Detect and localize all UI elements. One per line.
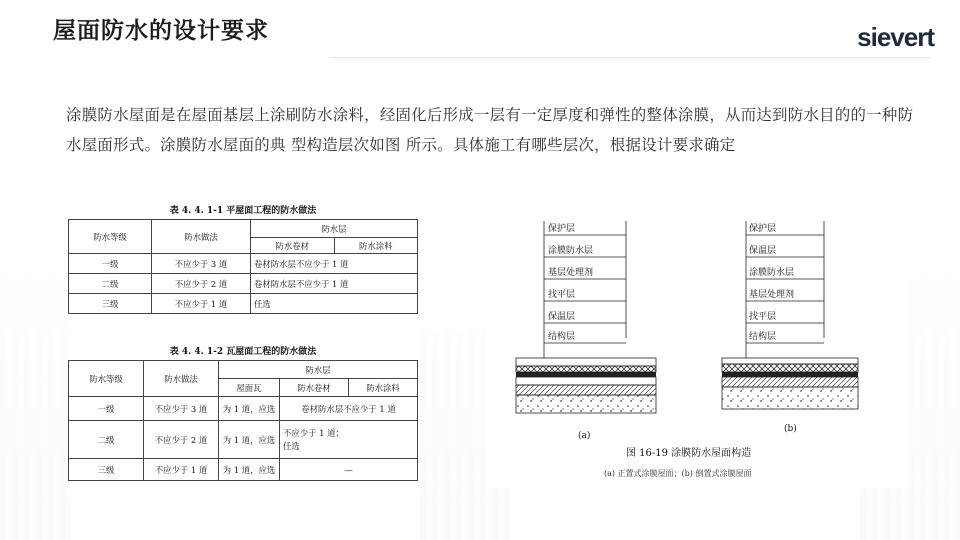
table-caption: 表 4. 4. 1-1 平屋面工程的防水做法 [169,206,317,216]
header-grade: 防水等级 [69,361,144,397]
sievert-logo: sievert [857,22,934,52]
table-row: 一级 不应少于 3 道 卷材防水层不应少于 1 道 [69,254,418,274]
header-membrane: 防水卷材 [251,238,335,254]
table-tile-roof [66,344,420,496]
header-coating: 防水涂料 [349,379,418,397]
table-row: 三级 不应少于 1 道 为 1 道，应选 — [69,459,418,481]
label-a: (a) [578,431,591,441]
title-divider [330,57,930,58]
layer-label: 保护层 [749,224,777,234]
table-row: 二级 不应少于 2 道 为 1 道，应选 不应少于 1 道； 任选 [69,421,418,459]
figure-drawing [486,213,910,488]
layer-label: 找平层 [548,290,576,300]
header-layer: 防水层 [219,361,418,379]
table-caption: 表 4. 4. 1-2 瓦屋面工程的防水做法 [169,347,317,357]
figure-subcaption: (a) 正置式涂膜屋面；(b) 倒置式涂膜屋面 [604,469,752,478]
layer-label: 保温层 [749,246,777,256]
table-row: 二级 不应少于 2 道 卷材防水层不应少于 1 道 [69,274,418,294]
table-row: 一级 不应少于 3 道 为 1 道，应选 卷材防水层不应少于 1 道 [69,397,418,421]
layer-label: 保护层 [548,224,576,234]
diagram-a [516,221,656,441]
table-row: 三级 不应少于 1 道 任选 [69,294,418,314]
label-b: (b) [784,424,797,434]
header-method: 防水做法 [144,361,219,397]
page-title: 屋面防水的设计要求 [53,18,269,44]
header-coating: 防水涂料 [334,238,418,254]
layer-label: 基层处理剂 [749,290,795,300]
header-method: 防水做法 [152,220,251,254]
layer-label: 结构层 [749,332,777,342]
header-tile: 屋面瓦 [219,379,280,397]
table-flat-roof [66,203,420,328]
header-layer: 防水层 [251,220,418,238]
header-membrane: 防水卷材 [280,379,349,397]
layer-label: 保温层 [548,312,576,322]
layer-label: 涂膜防水层 [749,268,795,278]
layer-label: 基层处理剂 [548,268,594,278]
layer-label: 涂膜防水层 [548,246,594,256]
layer-label: 结构层 [548,332,576,342]
diagram-b [722,221,858,434]
body-paragraph: 涂膜防水屋面是在屋面基层上涂刷防水涂料，经固化后形成一层有一定厚度和弹性的整体涂膜，从而达到防水目的的一种防水屋面形式。涂膜防水屋面的典 型构造层次如图 所示。具体施工有哪些层次，根据设计要求确定 [66,106,914,154]
figure-caption: 图 16-19 涂膜防水屋面构造 [626,448,752,459]
layer-label: 找平层 [749,312,777,322]
roof-construction-figure [486,213,910,488]
header-grade: 防水等级 [69,220,152,254]
